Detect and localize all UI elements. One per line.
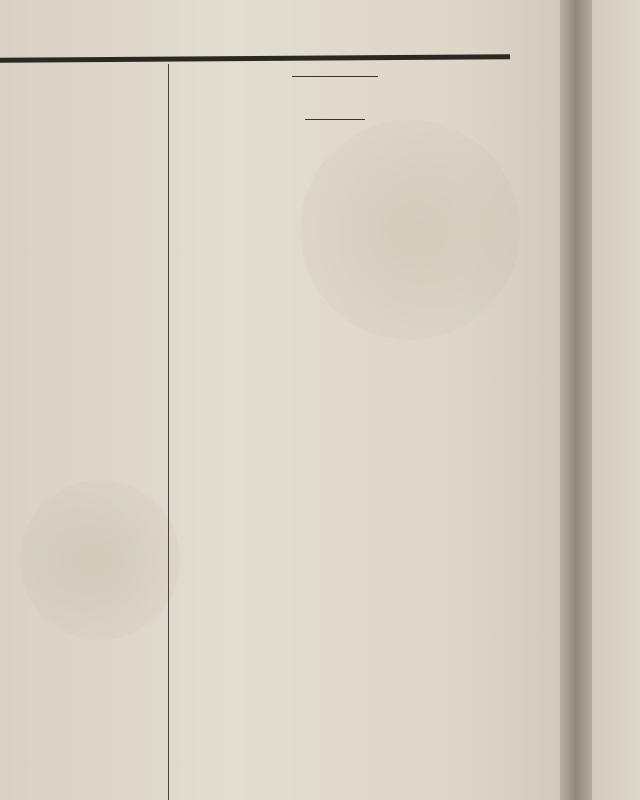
section-heading-west-virginia xyxy=(176,188,494,208)
adjacent-page-edge xyxy=(592,0,640,800)
column-divider xyxy=(168,64,169,800)
paper-stain xyxy=(20,480,180,640)
headline xyxy=(176,87,494,117)
right-column xyxy=(176,72,494,208)
section-heading-court-of-inquiry xyxy=(176,168,494,188)
article-divider xyxy=(292,76,378,77)
top-column-rule xyxy=(0,54,510,63)
dateline xyxy=(176,150,494,168)
subheadline xyxy=(176,134,494,150)
headline-rule xyxy=(305,119,365,120)
